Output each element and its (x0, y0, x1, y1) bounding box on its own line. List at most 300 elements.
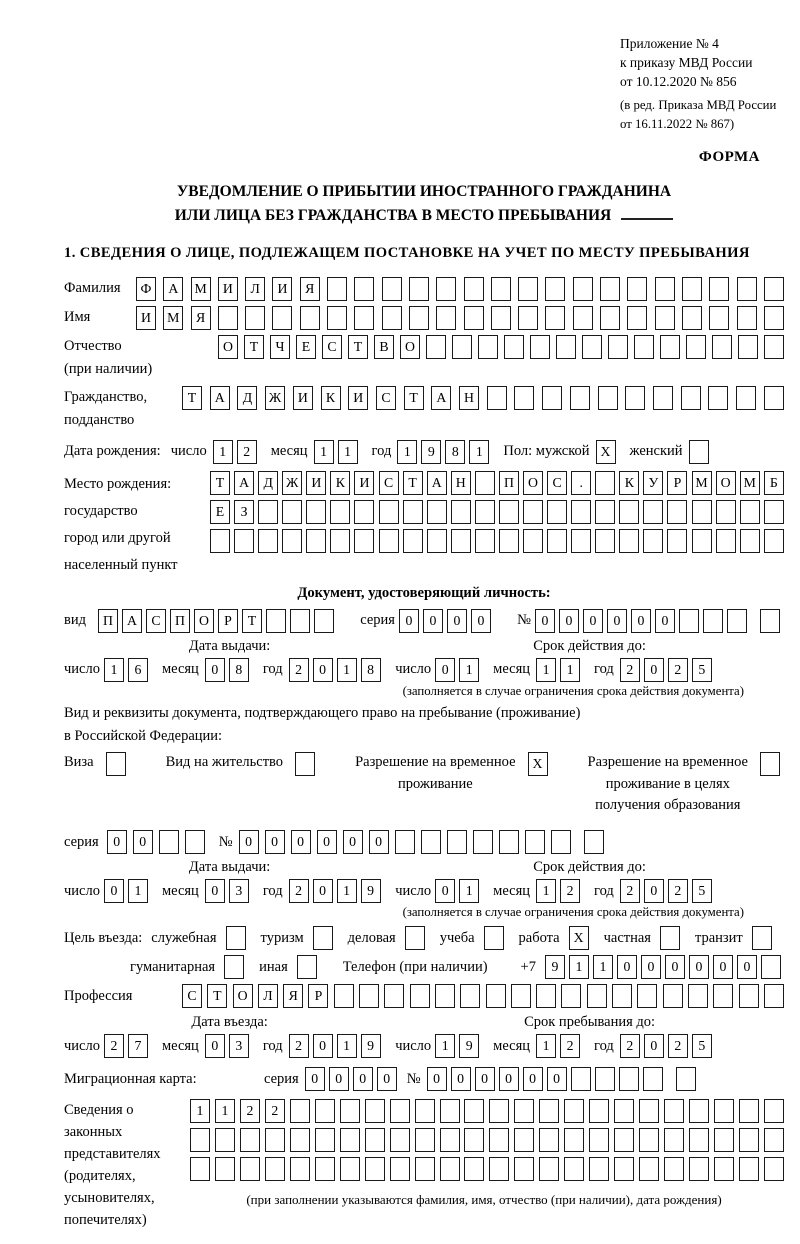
form-cell[interactable] (564, 1128, 584, 1152)
form-cell[interactable]: 0 (313, 658, 333, 682)
form-cell[interactable] (708, 386, 728, 410)
resident-issue-year[interactable] (289, 879, 381, 903)
form-cell[interactable] (739, 1128, 759, 1152)
form-cell[interactable]: 0 (205, 879, 225, 903)
form-cell[interactable]: 0 (559, 609, 579, 633)
form-cell[interactable]: 9 (545, 955, 565, 979)
form-cell[interactable]: 0 (205, 658, 225, 682)
form-cell[interactable] (409, 306, 429, 330)
form-cell[interactable]: Т (210, 471, 230, 495)
form-cell[interactable] (595, 1067, 615, 1091)
form-cell[interactable]: П (98, 609, 118, 633)
form-cell[interactable]: Т (182, 386, 202, 410)
form-cell[interactable]: И (272, 277, 292, 301)
form-cell[interactable] (427, 500, 447, 524)
form-cell[interactable]: А (431, 386, 451, 410)
form-cell[interactable] (499, 500, 519, 524)
form-cell[interactable] (600, 306, 620, 330)
form-cell[interactable]: Т (404, 386, 424, 410)
form-cell[interactable] (760, 609, 780, 633)
birth-month-cells[interactable] (314, 440, 358, 464)
entry-date-day[interactable] (104, 1034, 148, 1058)
form-cell[interactable]: 0 (475, 1067, 495, 1091)
form-cell[interactable]: О (400, 335, 420, 359)
form-cell[interactable] (421, 830, 441, 854)
form-cell[interactable]: Л (258, 984, 278, 1008)
form-cell[interactable]: 1 (469, 440, 489, 464)
form-cell[interactable]: С (379, 471, 399, 495)
form-cell[interactable] (491, 277, 511, 301)
form-cell[interactable] (643, 529, 663, 553)
form-cell[interactable] (365, 1157, 385, 1181)
form-cell[interactable] (272, 306, 292, 330)
form-cell[interactable] (536, 984, 556, 1008)
form-cell[interactable] (313, 926, 333, 950)
form-cell[interactable]: И (354, 471, 374, 495)
form-cell[interactable] (306, 529, 326, 553)
form-cell[interactable]: 0 (471, 609, 491, 633)
form-cell[interactable]: 6 (128, 658, 148, 682)
form-cell[interactable] (570, 386, 590, 410)
form-cell[interactable] (491, 306, 511, 330)
form-cell[interactable] (314, 609, 334, 633)
form-cell[interactable] (403, 529, 423, 553)
form-cell[interactable]: 2 (240, 1099, 260, 1123)
form-cell[interactable]: А (234, 471, 254, 495)
form-cell[interactable] (619, 1067, 639, 1091)
purpose-other-checkbox[interactable] (297, 955, 317, 979)
form-cell[interactable] (518, 306, 538, 330)
form-cell[interactable]: Я (283, 984, 303, 1008)
form-cell[interactable]: И (306, 471, 326, 495)
form-cell[interactable]: 7 (128, 1034, 148, 1058)
entry-date-year[interactable] (289, 1034, 381, 1058)
form-cell[interactable] (639, 1099, 659, 1123)
identity-vid-cells[interactable] (98, 609, 334, 633)
purpose-tourism-checkbox[interactable] (313, 926, 333, 950)
form-cell[interactable]: 1 (593, 955, 613, 979)
form-cell[interactable] (739, 1157, 759, 1181)
form-cell[interactable]: Л (245, 277, 265, 301)
form-cell[interactable] (740, 529, 760, 553)
form-cell[interactable] (712, 335, 732, 359)
form-cell[interactable]: 2 (668, 879, 688, 903)
form-cell[interactable] (499, 830, 519, 854)
form-cell[interactable] (561, 984, 581, 1008)
form-cell[interactable] (266, 609, 286, 633)
identity-expiry-year[interactable] (620, 658, 712, 682)
form-cell[interactable]: И (293, 386, 313, 410)
form-cell[interactable] (737, 277, 757, 301)
form-cell[interactable]: 0 (631, 609, 651, 633)
form-cell[interactable] (359, 984, 379, 1008)
form-cell[interactable]: И (218, 277, 238, 301)
form-cell[interactable] (486, 984, 506, 1008)
form-cell[interactable] (464, 1099, 484, 1123)
form-cell[interactable] (614, 1099, 634, 1123)
form-cell[interactable] (340, 1157, 360, 1181)
form-cell[interactable] (571, 500, 591, 524)
form-cell[interactable] (265, 1128, 285, 1152)
birth-place-cells-row3[interactable] (210, 529, 784, 553)
form-cell[interactable] (539, 1099, 559, 1123)
form-cell[interactable]: 0 (644, 658, 664, 682)
form-cell[interactable] (600, 277, 620, 301)
sex-male-checkbox[interactable] (596, 440, 616, 464)
form-cell[interactable] (703, 609, 723, 633)
identity-number-extra-cell[interactable] (760, 609, 780, 633)
form-cell[interactable]: 0 (713, 955, 733, 979)
form-cell[interactable] (764, 306, 784, 330)
form-cell[interactable]: 0 (641, 955, 661, 979)
visa-checkbox[interactable] (106, 752, 126, 776)
form-cell[interactable]: 2 (560, 879, 580, 903)
form-cell[interactable]: Я (300, 277, 320, 301)
form-cell[interactable] (523, 500, 543, 524)
form-cell[interactable]: С (182, 984, 202, 1008)
form-cell[interactable]: 0 (499, 1067, 519, 1091)
form-cell[interactable] (210, 529, 230, 553)
form-cell[interactable]: 2 (620, 879, 640, 903)
form-cell[interactable] (713, 984, 733, 1008)
migration-seriya-cells[interactable] (305, 1067, 397, 1091)
migration-number-cells[interactable] (427, 1067, 663, 1091)
form-cell[interactable] (614, 1128, 634, 1152)
form-cell[interactable]: 2 (265, 1099, 285, 1123)
identity-number-cells[interactable] (535, 609, 747, 633)
form-cell[interactable] (384, 984, 404, 1008)
purpose-business-checkbox[interactable] (405, 926, 425, 950)
form-cell[interactable] (514, 386, 534, 410)
form-cell[interactable] (619, 500, 639, 524)
birth-year-cells[interactable] (397, 440, 489, 464)
form-cell[interactable]: З (234, 500, 254, 524)
form-cell[interactable] (639, 1128, 659, 1152)
form-cell[interactable] (639, 1157, 659, 1181)
form-cell[interactable] (589, 1157, 609, 1181)
form-cell[interactable] (556, 335, 576, 359)
form-cell[interactable]: 0 (607, 609, 627, 633)
form-cell[interactable] (564, 1157, 584, 1181)
form-cell[interactable] (379, 500, 399, 524)
form-cell[interactable] (475, 529, 495, 553)
form-cell[interactable]: 1 (560, 658, 580, 682)
form-cell[interactable] (716, 529, 736, 553)
form-cell[interactable] (547, 500, 567, 524)
form-cell[interactable] (682, 277, 702, 301)
form-cell[interactable] (340, 1128, 360, 1152)
form-cell[interactable] (395, 830, 415, 854)
form-cell[interactable] (306, 500, 326, 524)
identity-expiry-month[interactable] (536, 658, 580, 682)
form-cell[interactable]: 1 (397, 440, 417, 464)
form-cell[interactable] (489, 1099, 509, 1123)
form-cell[interactable] (518, 277, 538, 301)
resident-number-extra-cell[interactable] (584, 830, 604, 854)
form-cell[interactable]: 1 (459, 879, 479, 903)
form-cell[interactable] (627, 306, 647, 330)
form-cell[interactable] (415, 1157, 435, 1181)
form-cell[interactable]: А (427, 471, 447, 495)
stay-until-day[interactable] (435, 1034, 479, 1058)
form-cell[interactable]: 0 (353, 1067, 373, 1091)
form-cell[interactable] (637, 984, 657, 1008)
form-cell[interactable]: Н (451, 471, 471, 495)
form-cell[interactable] (405, 926, 425, 950)
form-cell[interactable]: 0 (447, 609, 467, 633)
form-cell[interactable] (489, 1128, 509, 1152)
form-cell[interactable]: 1 (215, 1099, 235, 1123)
form-cell[interactable]: 0 (523, 1067, 543, 1091)
form-cell[interactable]: Т (242, 609, 262, 633)
form-cell[interactable] (627, 277, 647, 301)
form-cell[interactable] (709, 306, 729, 330)
form-cell[interactable]: X (569, 926, 589, 950)
form-cell[interactable]: Е (210, 500, 230, 524)
form-cell[interactable]: 8 (361, 658, 381, 682)
form-cell[interactable] (595, 471, 615, 495)
form-cell[interactable]: К (330, 471, 350, 495)
form-cell[interactable] (676, 1067, 696, 1091)
form-cell[interactable] (727, 609, 747, 633)
form-cell[interactable] (539, 1128, 559, 1152)
form-cell[interactable]: 1 (536, 1034, 556, 1058)
stay-until-month[interactable] (536, 1034, 580, 1058)
form-cell[interactable]: 2 (289, 658, 309, 682)
form-cell[interactable] (215, 1128, 235, 1152)
form-cell[interactable] (760, 752, 780, 776)
form-cell[interactable] (595, 500, 615, 524)
form-cell[interactable]: 0 (451, 1067, 471, 1091)
resident-expiry-month[interactable] (536, 879, 580, 903)
name-cells[interactable] (136, 306, 784, 330)
form-cell[interactable]: Я (191, 306, 211, 330)
form-cell[interactable] (334, 984, 354, 1008)
form-cell[interactable] (764, 277, 784, 301)
form-cell[interactable] (436, 277, 456, 301)
form-cell[interactable]: 0 (644, 1034, 664, 1058)
form-cell[interactable] (660, 335, 680, 359)
form-cell[interactable]: X (528, 752, 548, 776)
identity-seriya-cells[interactable] (399, 609, 491, 633)
form-cell[interactable] (738, 335, 758, 359)
form-cell[interactable]: 2 (620, 658, 640, 682)
form-cell[interactable]: 0 (265, 830, 285, 854)
profession-cells[interactable] (182, 984, 784, 1008)
form-cell[interactable]: 1 (314, 440, 334, 464)
form-cell[interactable] (582, 335, 602, 359)
sex-female-checkbox[interactable] (689, 440, 709, 464)
form-cell[interactable] (514, 1157, 534, 1181)
form-cell[interactable]: 0 (535, 609, 555, 633)
form-cell[interactable] (504, 335, 524, 359)
form-cell[interactable]: Д (258, 471, 278, 495)
form-cell[interactable] (340, 1099, 360, 1123)
form-cell[interactable] (598, 386, 618, 410)
identity-issue-month[interactable] (205, 658, 249, 682)
form-cell[interactable] (315, 1099, 335, 1123)
birth-day-cells[interactable] (213, 440, 257, 464)
form-cell[interactable] (478, 335, 498, 359)
form-cell[interactable] (667, 529, 687, 553)
form-cell[interactable] (663, 984, 683, 1008)
form-cell[interactable]: 0 (313, 879, 333, 903)
form-cell[interactable]: А (122, 609, 142, 633)
form-cell[interactable] (625, 386, 645, 410)
form-cell[interactable] (619, 529, 639, 553)
form-cell[interactable]: Т (207, 984, 227, 1008)
form-cell[interactable] (764, 500, 784, 524)
form-cell[interactable] (460, 984, 480, 1008)
form-cell[interactable]: 0 (291, 830, 311, 854)
form-cell[interactable] (689, 1128, 709, 1152)
form-cell[interactable] (447, 830, 467, 854)
form-cell[interactable] (737, 306, 757, 330)
form-cell[interactable]: Т (348, 335, 368, 359)
form-cell[interactable] (664, 1099, 684, 1123)
temp-residence-education-checkbox[interactable] (760, 752, 780, 776)
form-cell[interactable] (464, 1157, 484, 1181)
form-cell[interactable]: Ж (282, 471, 302, 495)
form-cell[interactable]: 1 (337, 1034, 357, 1058)
form-cell[interactable] (330, 500, 350, 524)
identity-issue-day[interactable] (104, 658, 148, 682)
form-cell[interactable]: 2 (289, 1034, 309, 1058)
form-cell[interactable]: К (619, 471, 639, 495)
form-cell[interactable]: 2 (104, 1034, 124, 1058)
form-cell[interactable]: С (547, 471, 567, 495)
form-cell[interactable]: 3 (229, 879, 249, 903)
form-cell[interactable] (234, 529, 254, 553)
representatives-cells-row1[interactable] (190, 1099, 784, 1123)
form-cell[interactable]: 2 (560, 1034, 580, 1058)
form-cell[interactable]: 0 (435, 879, 455, 903)
form-cell[interactable] (290, 609, 310, 633)
form-cell[interactable] (451, 500, 471, 524)
form-cell[interactable]: 0 (313, 1034, 333, 1058)
patronymic-cells[interactable] (218, 335, 784, 359)
form-cell[interactable]: 1 (435, 1034, 455, 1058)
form-cell[interactable] (185, 830, 205, 854)
form-cell[interactable]: Р (308, 984, 328, 1008)
migration-number-extra-cell[interactable] (676, 1067, 696, 1091)
form-cell[interactable]: М (191, 277, 211, 301)
form-cell[interactable] (714, 1157, 734, 1181)
form-cell[interactable]: У (643, 471, 663, 495)
form-cell[interactable] (692, 529, 712, 553)
form-cell[interactable] (739, 984, 759, 1008)
form-cell[interactable] (464, 1128, 484, 1152)
form-cell[interactable] (514, 1128, 534, 1152)
form-cell[interactable]: 3 (229, 1034, 249, 1058)
form-cell[interactable] (410, 984, 430, 1008)
form-cell[interactable]: О (716, 471, 736, 495)
form-cell[interactable]: 0 (133, 830, 153, 854)
form-cell[interactable] (224, 955, 244, 979)
form-cell[interactable]: П (499, 471, 519, 495)
form-cell[interactable]: 1 (337, 658, 357, 682)
form-cell[interactable] (415, 1099, 435, 1123)
form-cell[interactable] (489, 1157, 509, 1181)
form-cell[interactable] (679, 609, 699, 633)
form-cell[interactable]: 0 (547, 1067, 567, 1091)
form-cell[interactable]: 0 (239, 830, 259, 854)
form-cell[interactable]: 9 (361, 1034, 381, 1058)
form-cell[interactable] (608, 335, 628, 359)
form-cell[interactable] (440, 1128, 460, 1152)
form-cell[interactable]: И (136, 306, 156, 330)
form-cell[interactable] (354, 500, 374, 524)
form-cell[interactable]: С (146, 609, 166, 633)
form-cell[interactable] (452, 335, 472, 359)
form-cell[interactable]: 0 (329, 1067, 349, 1091)
form-cell[interactable] (473, 830, 493, 854)
form-cell[interactable]: 0 (427, 1067, 447, 1091)
form-cell[interactable]: X (596, 440, 616, 464)
form-cell[interactable] (365, 1099, 385, 1123)
form-cell[interactable]: 9 (459, 1034, 479, 1058)
form-cell[interactable] (761, 955, 781, 979)
form-cell[interactable] (300, 306, 320, 330)
form-cell[interactable] (159, 830, 179, 854)
form-cell[interactable]: 1 (104, 658, 124, 682)
identity-issue-year[interactable] (289, 658, 381, 682)
form-cell[interactable] (655, 277, 675, 301)
form-cell[interactable]: П (170, 609, 190, 633)
form-cell[interactable]: 0 (617, 955, 637, 979)
form-cell[interactable] (295, 752, 315, 776)
form-cell[interactable] (390, 1099, 410, 1123)
form-cell[interactable] (614, 1157, 634, 1181)
form-cell[interactable]: 0 (583, 609, 603, 633)
form-cell[interactable] (653, 386, 673, 410)
form-cell[interactable]: 1 (337, 879, 357, 903)
form-cell[interactable] (464, 306, 484, 330)
form-cell[interactable]: 1 (338, 440, 358, 464)
residence-permit-checkbox[interactable] (295, 752, 315, 776)
form-cell[interactable]: 0 (317, 830, 337, 854)
form-cell[interactable]: С (322, 335, 342, 359)
form-cell[interactable]: 1 (536, 879, 556, 903)
form-cell[interactable]: 1 (459, 658, 479, 682)
form-cell[interactable]: 0 (343, 830, 363, 854)
resident-expiry-day[interactable] (435, 879, 479, 903)
form-cell[interactable]: Д (237, 386, 257, 410)
form-cell[interactable] (764, 335, 784, 359)
form-cell[interactable] (530, 335, 550, 359)
form-cell[interactable] (681, 386, 701, 410)
form-cell[interactable] (215, 1157, 235, 1181)
form-cell[interactable] (573, 306, 593, 330)
form-cell[interactable]: 0 (423, 609, 443, 633)
form-cell[interactable] (714, 1099, 734, 1123)
resident-expiry-year[interactable] (620, 879, 712, 903)
form-cell[interactable] (764, 386, 784, 410)
form-cell[interactable]: 0 (689, 955, 709, 979)
form-cell[interactable] (440, 1157, 460, 1181)
form-cell[interactable] (315, 1128, 335, 1152)
form-cell[interactable] (664, 1157, 684, 1181)
identity-expiry-day[interactable] (435, 658, 479, 682)
form-cell[interactable]: 0 (104, 879, 124, 903)
form-cell[interactable] (686, 335, 706, 359)
form-cell[interactable] (736, 386, 756, 410)
form-cell[interactable] (525, 830, 545, 854)
form-cell[interactable] (739, 1099, 759, 1123)
resident-issue-day[interactable] (104, 879, 148, 903)
form-cell[interactable]: 0 (107, 830, 127, 854)
form-cell[interactable]: 2 (237, 440, 257, 464)
